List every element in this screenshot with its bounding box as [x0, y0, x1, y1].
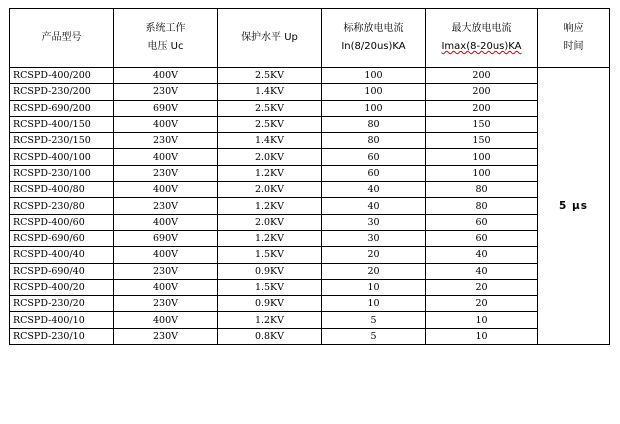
model-cell: RCSPD-230/100: [10, 165, 114, 181]
nominal-discharge-cell: 100: [322, 84, 426, 100]
voltage-cell: 400V: [114, 182, 218, 198]
protection-level-cell: 1.4KV: [218, 84, 322, 100]
table-row: [10, 116, 610, 132]
protection-level-cell: 0.9KV: [218, 263, 322, 279]
voltage-cell: 230V: [114, 84, 218, 100]
header-row: [10, 9, 610, 68]
protection-level-cell: 1.2KV: [218, 230, 322, 246]
model-cell: RCSPD-400/40: [10, 247, 114, 263]
nominal-discharge-cell: 40: [322, 182, 426, 198]
table-row: [10, 68, 610, 84]
table-row: [10, 182, 610, 198]
table-row: [10, 133, 610, 149]
header-nominal-discharge: 标称放电电流 In(8/20us)KA: [322, 9, 426, 68]
voltage-cell: 690V: [114, 230, 218, 246]
table-row: [10, 198, 610, 214]
max-discharge-cell: 100: [426, 149, 538, 165]
protection-level-cell: 0.8KV: [218, 328, 322, 344]
protection-level-cell: 1.5KV: [218, 279, 322, 295]
table-row: [10, 165, 610, 181]
model-cell: RCSPD-400/100: [10, 149, 114, 165]
table-row: [10, 149, 610, 165]
header-response-time: 响应 时间: [538, 9, 610, 68]
protection-level-cell: 1.2KV: [218, 198, 322, 214]
model-cell: RCSPD-400/60: [10, 214, 114, 230]
nominal-discharge-cell: 20: [322, 247, 426, 263]
voltage-cell: 400V: [114, 149, 218, 165]
model-cell: RCSPD-400/150: [10, 116, 114, 132]
nominal-discharge-cell: 100: [322, 100, 426, 116]
voltage-cell: 400V: [114, 68, 218, 84]
table-row: [10, 296, 610, 312]
max-discharge-cell: 100: [426, 165, 538, 181]
nominal-discharge-cell: 60: [322, 165, 426, 181]
nominal-discharge-cell: 80: [322, 116, 426, 132]
protection-level-cell: 2.5KV: [218, 116, 322, 132]
protection-level-cell: 2.0KV: [218, 182, 322, 198]
protection-level-cell: 1.5KV: [218, 247, 322, 263]
max-discharge-cell: 40: [426, 263, 538, 279]
nominal-discharge-cell: 5: [322, 328, 426, 344]
model-cell: RCSPD-230/80: [10, 198, 114, 214]
voltage-cell: 230V: [114, 328, 218, 344]
max-discharge-cell: 60: [426, 214, 538, 230]
model-cell: RCSPD-400/200: [10, 68, 114, 84]
voltage-cell: 230V: [114, 263, 218, 279]
max-discharge-cell: 200: [426, 84, 538, 100]
model-cell: RCSPD-230/200: [10, 84, 114, 100]
max-discharge-cell: 20: [426, 279, 538, 295]
protection-level-cell: 2.5KV: [218, 100, 322, 116]
protection-level-cell: 2.0KV: [218, 214, 322, 230]
model-cell: RCSPD-230/20: [10, 296, 114, 312]
nominal-discharge-cell: 5: [322, 312, 426, 328]
nominal-discharge-cell: 10: [322, 296, 426, 312]
nominal-discharge-cell: 100: [322, 68, 426, 84]
max-discharge-cell: 40: [426, 247, 538, 263]
model-cell: RCSPD-400/10: [10, 312, 114, 328]
header-model: 产品型号: [10, 9, 114, 68]
protection-level-cell: 1.4KV: [218, 133, 322, 149]
protection-level-cell: 1.2KV: [218, 165, 322, 181]
max-discharge-cell: 150: [426, 133, 538, 149]
max-discharge-cell: 60: [426, 230, 538, 246]
max-discharge-cell: 80: [426, 182, 538, 198]
max-discharge-cell: 200: [426, 68, 538, 84]
protection-level-cell: 2.0KV: [218, 149, 322, 165]
nominal-discharge-cell: 20: [322, 263, 426, 279]
table-row: [10, 247, 610, 263]
model-cell: RCSPD-690/40: [10, 263, 114, 279]
max-discharge-cell: 20: [426, 296, 538, 312]
voltage-cell: 400V: [114, 312, 218, 328]
max-discharge-cell: 200: [426, 100, 538, 116]
nominal-discharge-cell: 30: [322, 214, 426, 230]
max-discharge-cell: 80: [426, 198, 538, 214]
voltage-cell: 230V: [114, 165, 218, 181]
nominal-discharge-cell: 80: [322, 133, 426, 149]
response-time-cell: 5 μs: [538, 68, 610, 345]
table-row: [10, 279, 610, 295]
table-row: [10, 230, 610, 246]
nominal-discharge-cell: 40: [322, 198, 426, 214]
voltage-cell: 400V: [114, 116, 218, 132]
table-row: [10, 100, 610, 116]
protection-level-cell: 0.9KV: [218, 296, 322, 312]
header-max-discharge: 最大放电电流 Imax(8-20us)KA: [426, 9, 538, 68]
voltage-cell: 230V: [114, 133, 218, 149]
nominal-discharge-cell: 60: [322, 149, 426, 165]
nominal-discharge-cell: 30: [322, 230, 426, 246]
voltage-cell: 230V: [114, 296, 218, 312]
model-cell: RCSPD-690/60: [10, 230, 114, 246]
voltage-cell: 400V: [114, 247, 218, 263]
voltage-cell: 690V: [114, 100, 218, 116]
table-row: [10, 263, 610, 279]
max-discharge-cell: 10: [426, 328, 538, 344]
max-discharge-cell: 10: [426, 312, 538, 328]
spd-spec-table: [9, 8, 610, 345]
header-system-voltage: 系统工作 电压 Uc: [114, 9, 218, 68]
nominal-discharge-cell: 10: [322, 279, 426, 295]
protection-level-cell: 2.5KV: [218, 68, 322, 84]
model-cell: RCSPD-690/200: [10, 100, 114, 116]
table-row: [10, 328, 610, 344]
table-row: [10, 84, 610, 100]
spec-table-container: [9, 8, 610, 345]
voltage-cell: 400V: [114, 214, 218, 230]
voltage-cell: 230V: [114, 198, 218, 214]
model-cell: RCSPD-400/20: [10, 279, 114, 295]
table-row: [10, 312, 610, 328]
max-discharge-cell: 150: [426, 116, 538, 132]
table-row: [10, 214, 610, 230]
model-cell: RCSPD-230/10: [10, 328, 114, 344]
model-cell: RCSPD-230/150: [10, 133, 114, 149]
voltage-cell: 400V: [114, 279, 218, 295]
header-protection-level: 保护水平 Up: [218, 9, 322, 68]
model-cell: RCSPD-400/80: [10, 182, 114, 198]
protection-level-cell: 1.2KV: [218, 312, 322, 328]
